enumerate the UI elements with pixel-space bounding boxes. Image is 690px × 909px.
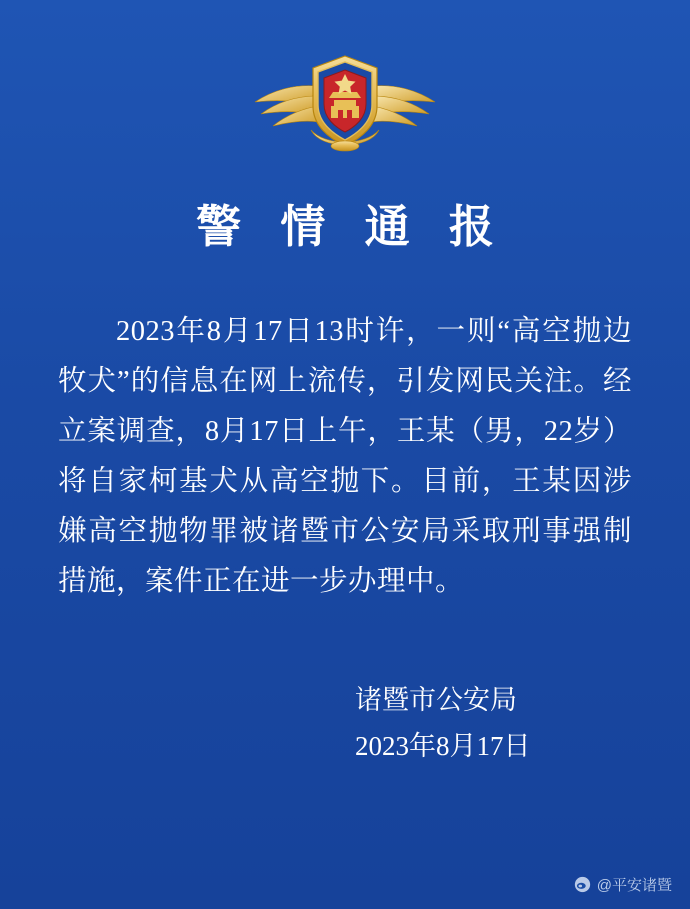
weibo-icon <box>574 876 591 893</box>
notice-body-text: 2023年8月17日13时许，一则“高空抛边牧犬”的信息在网上流传，引发网民关注。经立案调查，8月17日上午，王某（男，22岁）将自家柯基犬从高空抛下。目前，王某因涉嫌高空抛物罪被诸暨市公安局采取刑事强制措施，案件正在进一步办理中。 <box>58 316 632 597</box>
page-title: 警 情 通 报 <box>196 202 508 252</box>
signature-issuer: 诸暨市公安局 <box>355 685 517 715</box>
police-badge-emblem-icon <box>245 46 445 162</box>
watermark <box>574 874 672 895</box>
emblem-container <box>0 0 690 162</box>
signature-block <box>0 677 540 769</box>
watermark-text: @平安诸暨 <box>596 877 672 894</box>
signature-date: 2023年8月17日 <box>355 731 531 761</box>
